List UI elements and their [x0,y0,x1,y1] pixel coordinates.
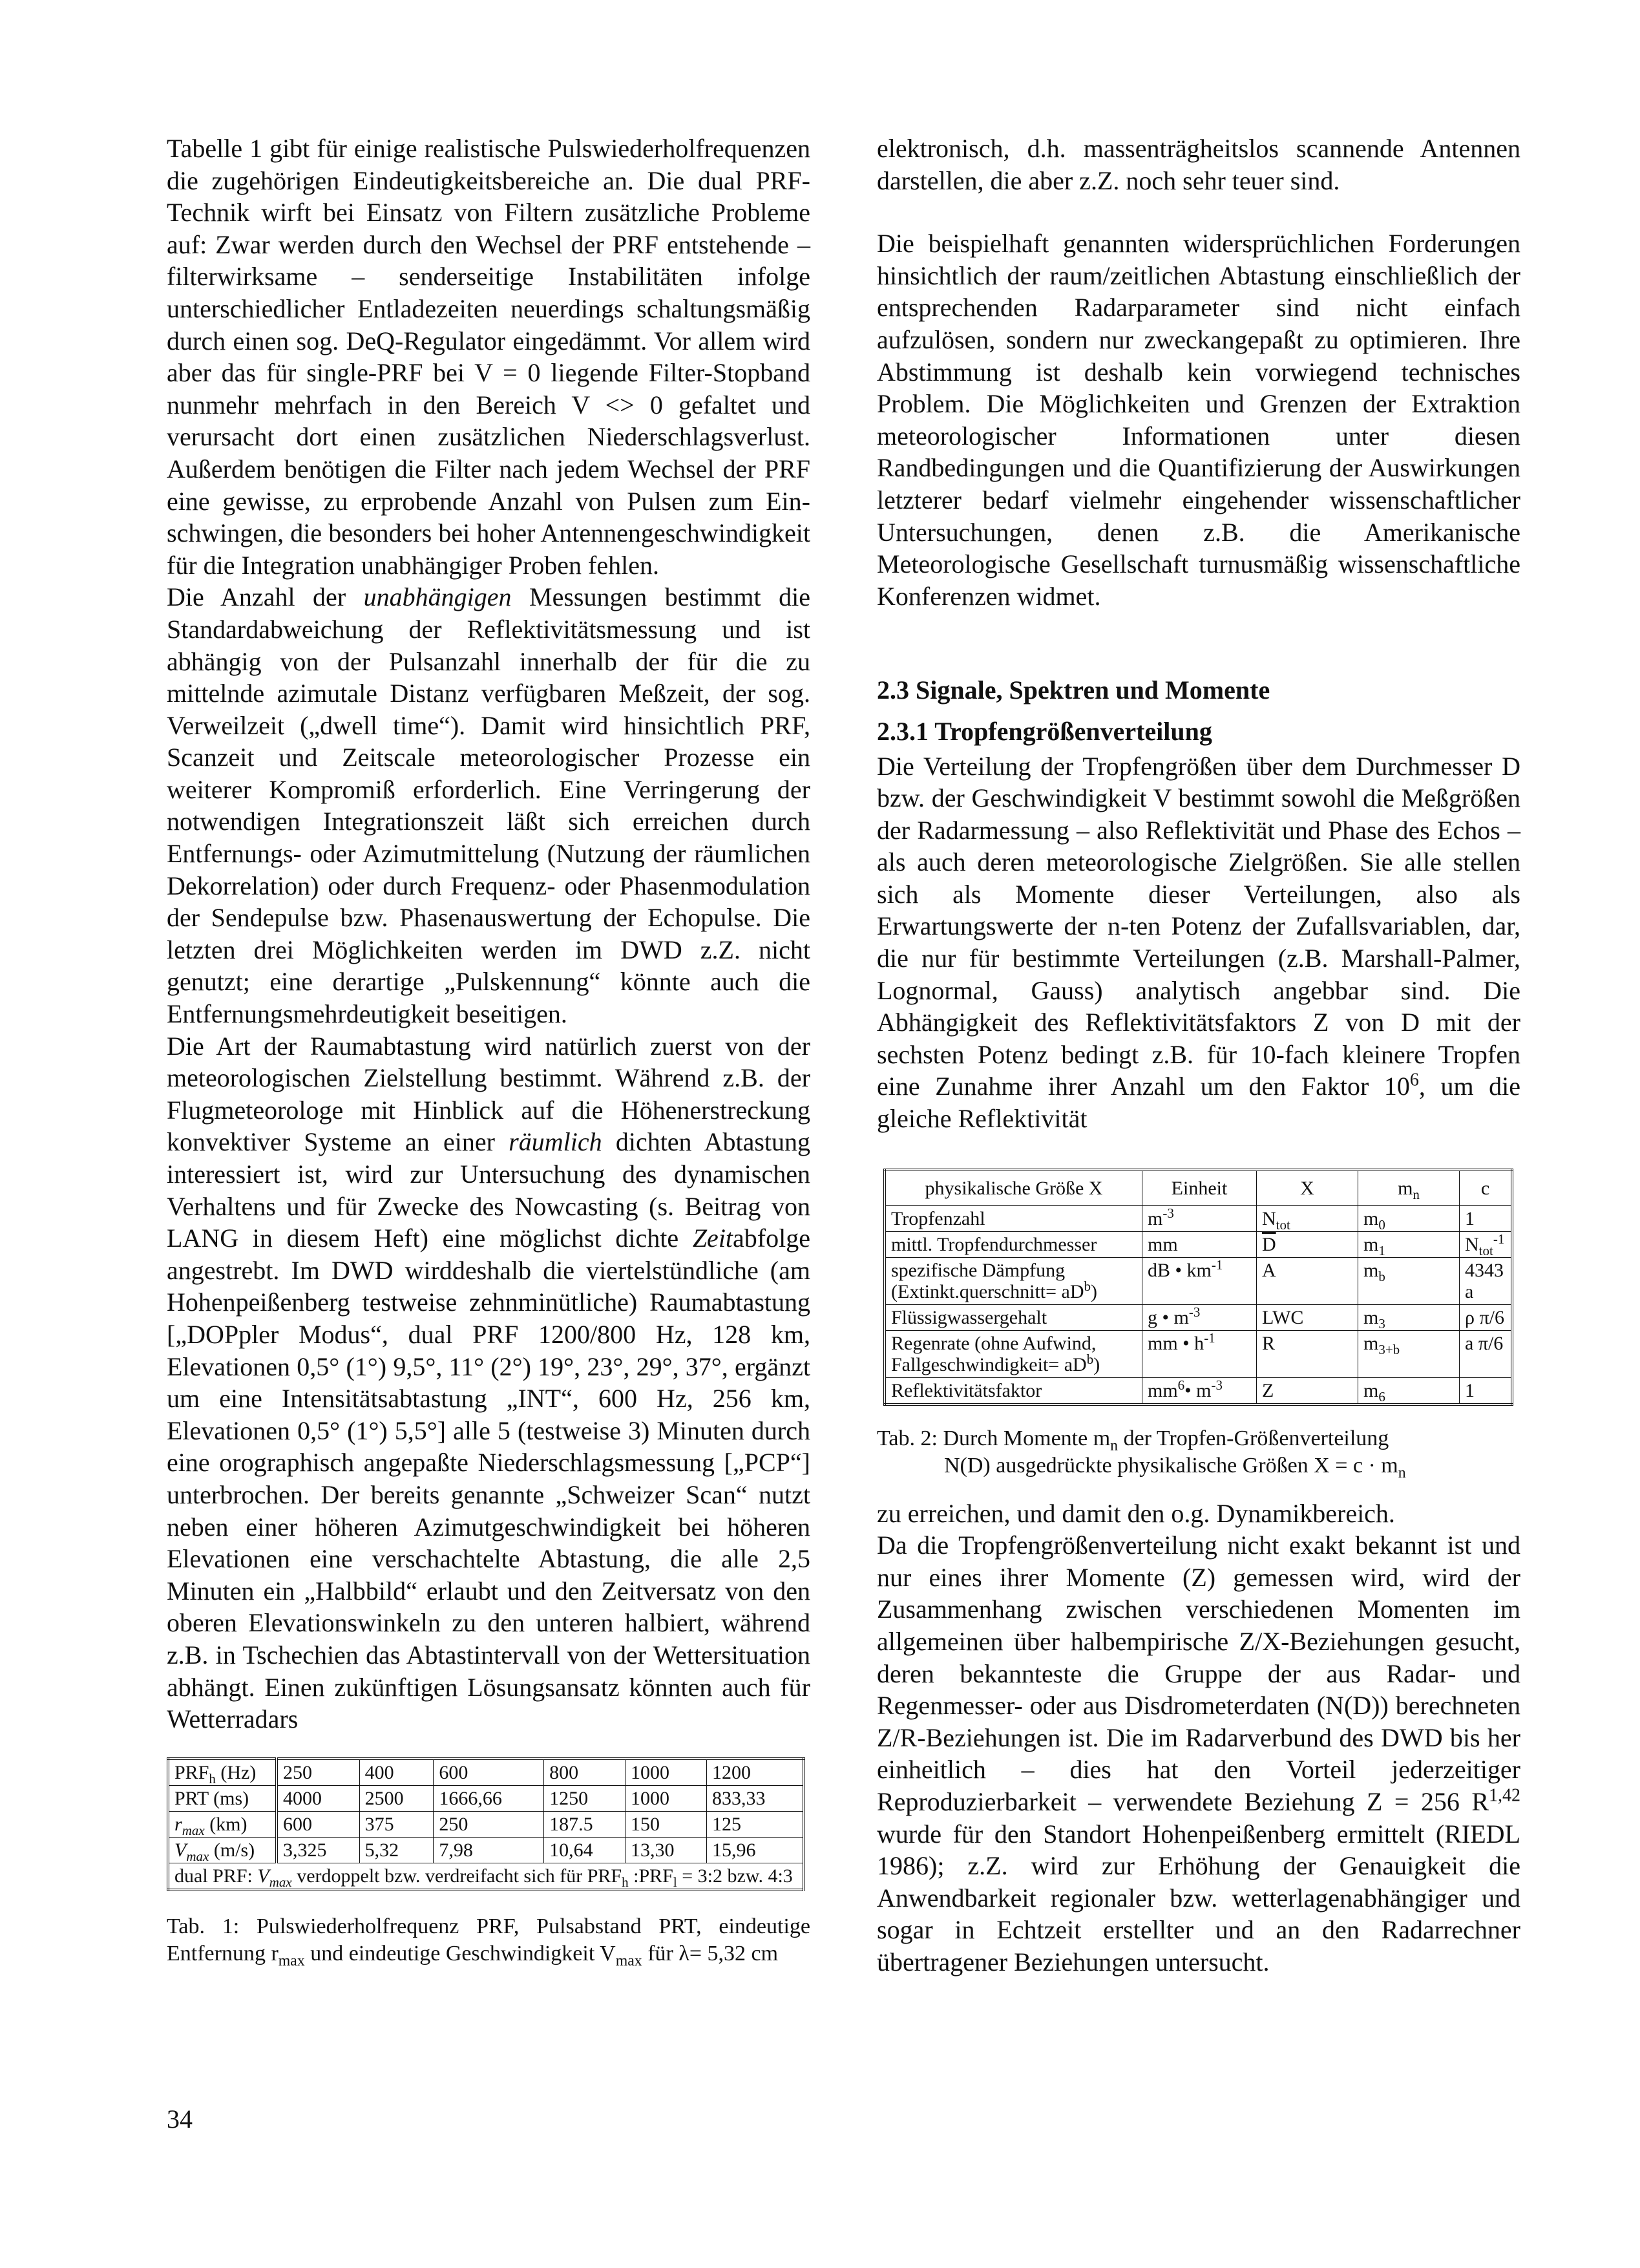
table-cell: $m_{3+b}$ [1358,1330,1460,1377]
column-header: physikalische Größe X [885,1170,1142,1206]
table-cell: 1 [1460,1205,1513,1231]
column-header: c [1460,1170,1513,1206]
table-caption: Tab. 2: Durch Momente $m_n$ der Tropfen-Größenverteilung N(D) ausgedrückte physikalische Größen $X = c \cdot m_n$ [877,1426,1406,1481]
table-cell: 13,30 [626,1837,707,1863]
table-cell: 1 [1460,1377,1513,1404]
table-cell: dB • $km^{-1}$ [1142,1257,1257,1304]
paragraph: Die Art der Raumabtastung wird natürlich zuerst von der meteorologischen Zielstellung bestimmt. Während z.B. der Flugmeteorologe mit Hinblick auf die Höhenerstreckung konvektiver Systeme an einer räumlich dichten Abtastung interessiert ist, wird zur Untersuchung des dynamischen Verhaltens und für Zwecke des Nowcasting (s. Beitrag von LANG in diesem Heft) eine möglichst dichte Zeitabfolge angestrebt. Im DWD wirddeshalb die viertelstündliche (am Hohenpeißenberg testweise zehnminütliche) Raumabtastung [„DOPpler Modus“, dual PRF 1200/800 Hz, 128 km, Elevationen 0,5° (1°) 9,5°, 11° (2°) 19°, 23°, 29°, 37°, ergänzt um eine Intensitätsabtastung „INT“, 600 Hz, 256 km, Elevationen 0,5° (1°) 5,5°] alle 5 (testweise 3) Minuten durch eine orographisch angepaßte Niederschlagsmessung [„PCP“] unterbrochen. Der bereits genannte „Schweizer Scan“ nutzt neben einer höheren Azimutgeschwindigkeit bei höheren Elevationen eine verschachtelte Abtastung, die alle 2,5 Minuten ein „Halbbild“ erlaubt und den Zeitversatz von den oberen Elevationswinkeln zu den unteren halbiert, während z.B. in Tschechien das Abtastintervall von der Wettersituation abhängt. Einen zukünftigen Lösungsansatz könnten auch für Wetterradars [167,1031,811,1734]
table-cell: mittl. Tropfendurchmesser [885,1231,1142,1257]
page-number: 34 [167,2104,193,2134]
table-cell: R [1257,1330,1358,1377]
right-column [877,132,1520,1978]
table-footer-cell: dual PRF: $V_{max}$ verdoppelt bzw. verdreifacht sich für $PRF_h$ $:PRF_l$ = 3:2 bzw. 4:3 [168,1863,804,1890]
column-header: $m_n$ [1358,1170,1460,1206]
table-cell: $m_1$ [1358,1231,1460,1257]
table-cell: 3,325 [277,1837,359,1863]
table-cell: Tropfenzahl [885,1205,1142,1231]
paragraph: elektronisch, d.h. massenträgheitslos scannende Antennen darstellen, die aber z.Z. noch sehr teuer sind. [877,134,1520,195]
table-row [168,1759,804,1786]
column-header: X [1257,1170,1358,1206]
table-cell: mm • $h^{-1}$ [1142,1330,1257,1377]
table-cell: 150 [626,1811,707,1837]
table-cell: 600 [434,1759,544,1786]
table-cell: 600 [277,1811,359,1837]
table-cell: Regenrate (ohne Aufwind, Fallgeschwindigkeit= $aD^b$) [885,1330,1142,1377]
paragraph: Die Anzahl der unabhängigen Messungen bestimmt die Standardabweichung der Reflektivitätsmessung und ist abhängig von der Pulsanzahl innerhalb der für die zu mittelnde azimutale Distanz verfügbaren Meßzeit, der sog. Verweilzeit („dwell time“). Damit wird hinsichtlich PRF, Scanzeit und Zeitscale meteorologischer Prozesse ein weiterer Kompromiß erforderlich. Eine Verringerung der notwendigen Integrationszeit läßt sich erreichen durch Entfernungs- oder Azimutmittelung (Nutzung der räumlichen Dekorrelation) oder durch Frequenz- oder Phasenmodulation der Sendepulse bzw. Phasenauswertung der Echopulse. Die letzten drei Möglichkeiten werden im DWD z.Z. nicht genutzt; eine derartige „Pulskennung“ könnte auch die Entfernungsmehrdeutigkeit beseitigen. [167,582,810,1029]
paragraph: Die beispielhaft genannten widersprüchlichen Forderungen hinsichtlich der raum/zeitlichen Abtastung einschließlich der entsprechenden Radarparameter sind nicht einfach aufzulösen, sondern nur zweckangepaßt zu optimieren. Ihre Abstimmung ist deshalb kein vorwiegend technisches Problem. Die Möglichkeiten und Grenzen der Extraktion meteorologischer Informationen unter diesen Randbedingungen und die Quantifizierung der Auswirkungen letzterer bedarf vielmehr eingehender wissenschaftlicher Untersuchungen, denen z.B. die Amerikanische Meteorologische Gesellschaft turnusmäßig wissenschaftliche Konferenzen widmet. [877,229,1520,611]
paragraph: Da die Tropfengrößenverteilung nicht exakt bekannt ist und nur eines ihrer Momente (Z) gemessen wird, wird der Zusammenhang zwischen verschiedenen Momenten im allgemeinen über halbempirische Z/X-Beziehungen gesucht, deren bekannteste die Gruppe der aus Radar- und Regenmesser- oder aus Disdrometerdaten (N(D)) berechneten Z/R-Beziehungen ist. Die im Radarverbund des DWD bis her einheitlich – dies hat den Vorteil jederzeitiger Reproduzierbarkeit – verwendete Beziehung Z = 256 R$^{1,42}$ wurde für den Standort Hohenpeißenberg ermittelt (RIEDL 1986); z.Z. wird zur Erhöhung der Genauigkeit die Anwendbarkeit regionaler bzw. wetterlagenabhängiger und sogar in Echtzeit erstellter und an den Radarrechner übertragener Beziehungen untersucht. [877,1531,1520,1977]
table-cell: 375 [359,1811,434,1837]
table-row [885,1205,1512,1231]
table-cell: ρ π/6 [1460,1304,1513,1330]
table-cell: 125 [706,1811,804,1837]
section-heading: 2.3 Signale, Spektren und Momente [877,675,1270,705]
paragraph: zu erreichen, und damit den o.g. Dynamikbereich. [877,1498,1395,1528]
table-cell: 10,64 [544,1837,626,1863]
table-moments [883,1169,1513,1406]
table-cell: Reflektivitätsfaktor [885,1377,1142,1404]
table-cell: 2500 [359,1785,434,1811]
table-cell: 7,98 [434,1837,544,1863]
table-cell: 833,33 [706,1785,804,1811]
table-cell: 800 [544,1759,626,1786]
paragraph: Tabelle 1 gibt für einige realistische Pulswiederholfrequenzen die zugehörigen Eindeutigkeitsbereiche an. Die dual PRF-Technik wirft bei Einsatz von Filtern zusätzliche Probleme auf: Zwar werden durch den Wechsel der PRF entstehende – filterwirksame – senderseitige Instabilitäten infolge unterschiedlicher Entladezeiten neuerdings schaltungsmäßig durch einen sog. DeQ-Regulator eingedämmt. Vor allem wird aber das für single-PRF bei V = 0 liegende Filter-Stopband nunmehr mehrfach in den Bereich V <> 0 gefaltet und verursacht dort einen zusätzlichen Niederschlagsverlust. Außerdem benötigen die Filter nach jedem Wechsel der PRF eine gewisse, zu erprobende Anzahl von Pulsen zum Einschwingen, die besonders bei hoher Antennengeschwindigkeit für die Integration unabhängiger Proben fehlen. [167,134,810,580]
table-cell: $N_{tot}^{-1}$ [1460,1231,1513,1257]
table-cell: spezifische Dämpfung (Extinkt.querschnitt= $aD^b$) [885,1257,1142,1304]
table-cell: $m_b$ [1358,1257,1460,1304]
subsection-heading: 2.3.1 Tropfengrößenverteilung [877,716,1212,746]
table-prf [167,1757,805,1891]
table-row [885,1231,1512,1257]
table-header-row [885,1170,1512,1206]
table-row [168,1811,804,1837]
paragraph: Die Verteilung der Tropfengrößen über dem Durchmesser D bzw. der Geschwindigkeit V bestimmt sowohl die Meßgrößen der Radarmessung – also Reflektivität und Phase des Echos – als auch deren meteorologische Zielgrößen. Sie alle stellen sich als Momente dieser Verteilungen, also als Erwartungswerte der n-ten Potenz der Zufallsvariablen, dar, die nur für bestimmte Verteilungen (z.B. Marshall-Palmer, Lognormal, Gauss) analytisch angebbar sind. Die Abhängigkeit des Reflektivitätsfaktors Z von D mit der sechsten Potenz bedingt z.B. für 10-fach kleinere Tropfen eine Zunahme ihrer Anzahl um den Faktor $10^6$, um die gleiche Reflektivität [877,751,1520,1134]
table-cell: Flüssigwassergehalt [885,1304,1142,1330]
table-cell: 187.5 [544,1811,626,1837]
table-cell: LWC [1257,1304,1358,1330]
table-cell: 15,96 [706,1837,804,1863]
row-label: PRT (ms) [168,1785,277,1811]
table-row [168,1785,804,1811]
table-cell: $\overline{D}$ [1257,1231,1358,1257]
table-cell: $m^{-3}$ [1142,1205,1257,1231]
table-cell: 4343 a [1460,1257,1513,1304]
row-label: $PRF_h$ (Hz) [168,1759,277,1786]
table-cell: 1000 [626,1785,707,1811]
column-header: Einheit [1142,1170,1257,1206]
table-row [885,1257,1512,1304]
table-cell: $m_6$ [1358,1377,1460,1404]
table-cell: 4000 [277,1785,359,1811]
table-cell: g • $m^{-3}$ [1142,1304,1257,1330]
table-caption: Tab. 1: Pulswiederholfrequenz PRF, Pulsabstand PRT, eindeutige Entfernung $r_{max}$ und eindeutige Geschwindigkeit $V_{max}$ für λ= 5,32 cm [167,1914,811,1969]
table-cell: $m_3$ [1358,1304,1460,1330]
table-cell: 5,32 [359,1837,434,1863]
table-cell: 1666,66 [434,1785,544,1811]
table-cell: Z [1257,1377,1358,1404]
table-row [885,1330,1512,1377]
table-cell: 1000 [626,1759,707,1786]
table-row [885,1304,1512,1330]
table-cell: $mm^6•$ $m^{-3}$ [1142,1377,1257,1404]
table-cell: 400 [359,1759,434,1786]
table-cell: A [1257,1257,1358,1304]
table-footer-row [168,1863,804,1890]
table-cell: 1200 [706,1759,804,1786]
row-label: $r_{max}$ (km) [168,1811,277,1837]
row-label: $V_{max}$ (m/s) [168,1837,277,1863]
left-column [167,132,810,1967]
table-cell: 250 [277,1759,359,1786]
table-cell: 250 [434,1811,544,1837]
table-row [885,1377,1512,1404]
table-cell: a π/6 [1460,1330,1513,1377]
table-row [168,1837,804,1863]
table-cell: 1250 [544,1785,626,1811]
table-cell: $N_{tot}$ [1257,1205,1358,1231]
table-cell: $m_0$ [1358,1205,1460,1231]
table-cell: mm [1142,1231,1257,1257]
